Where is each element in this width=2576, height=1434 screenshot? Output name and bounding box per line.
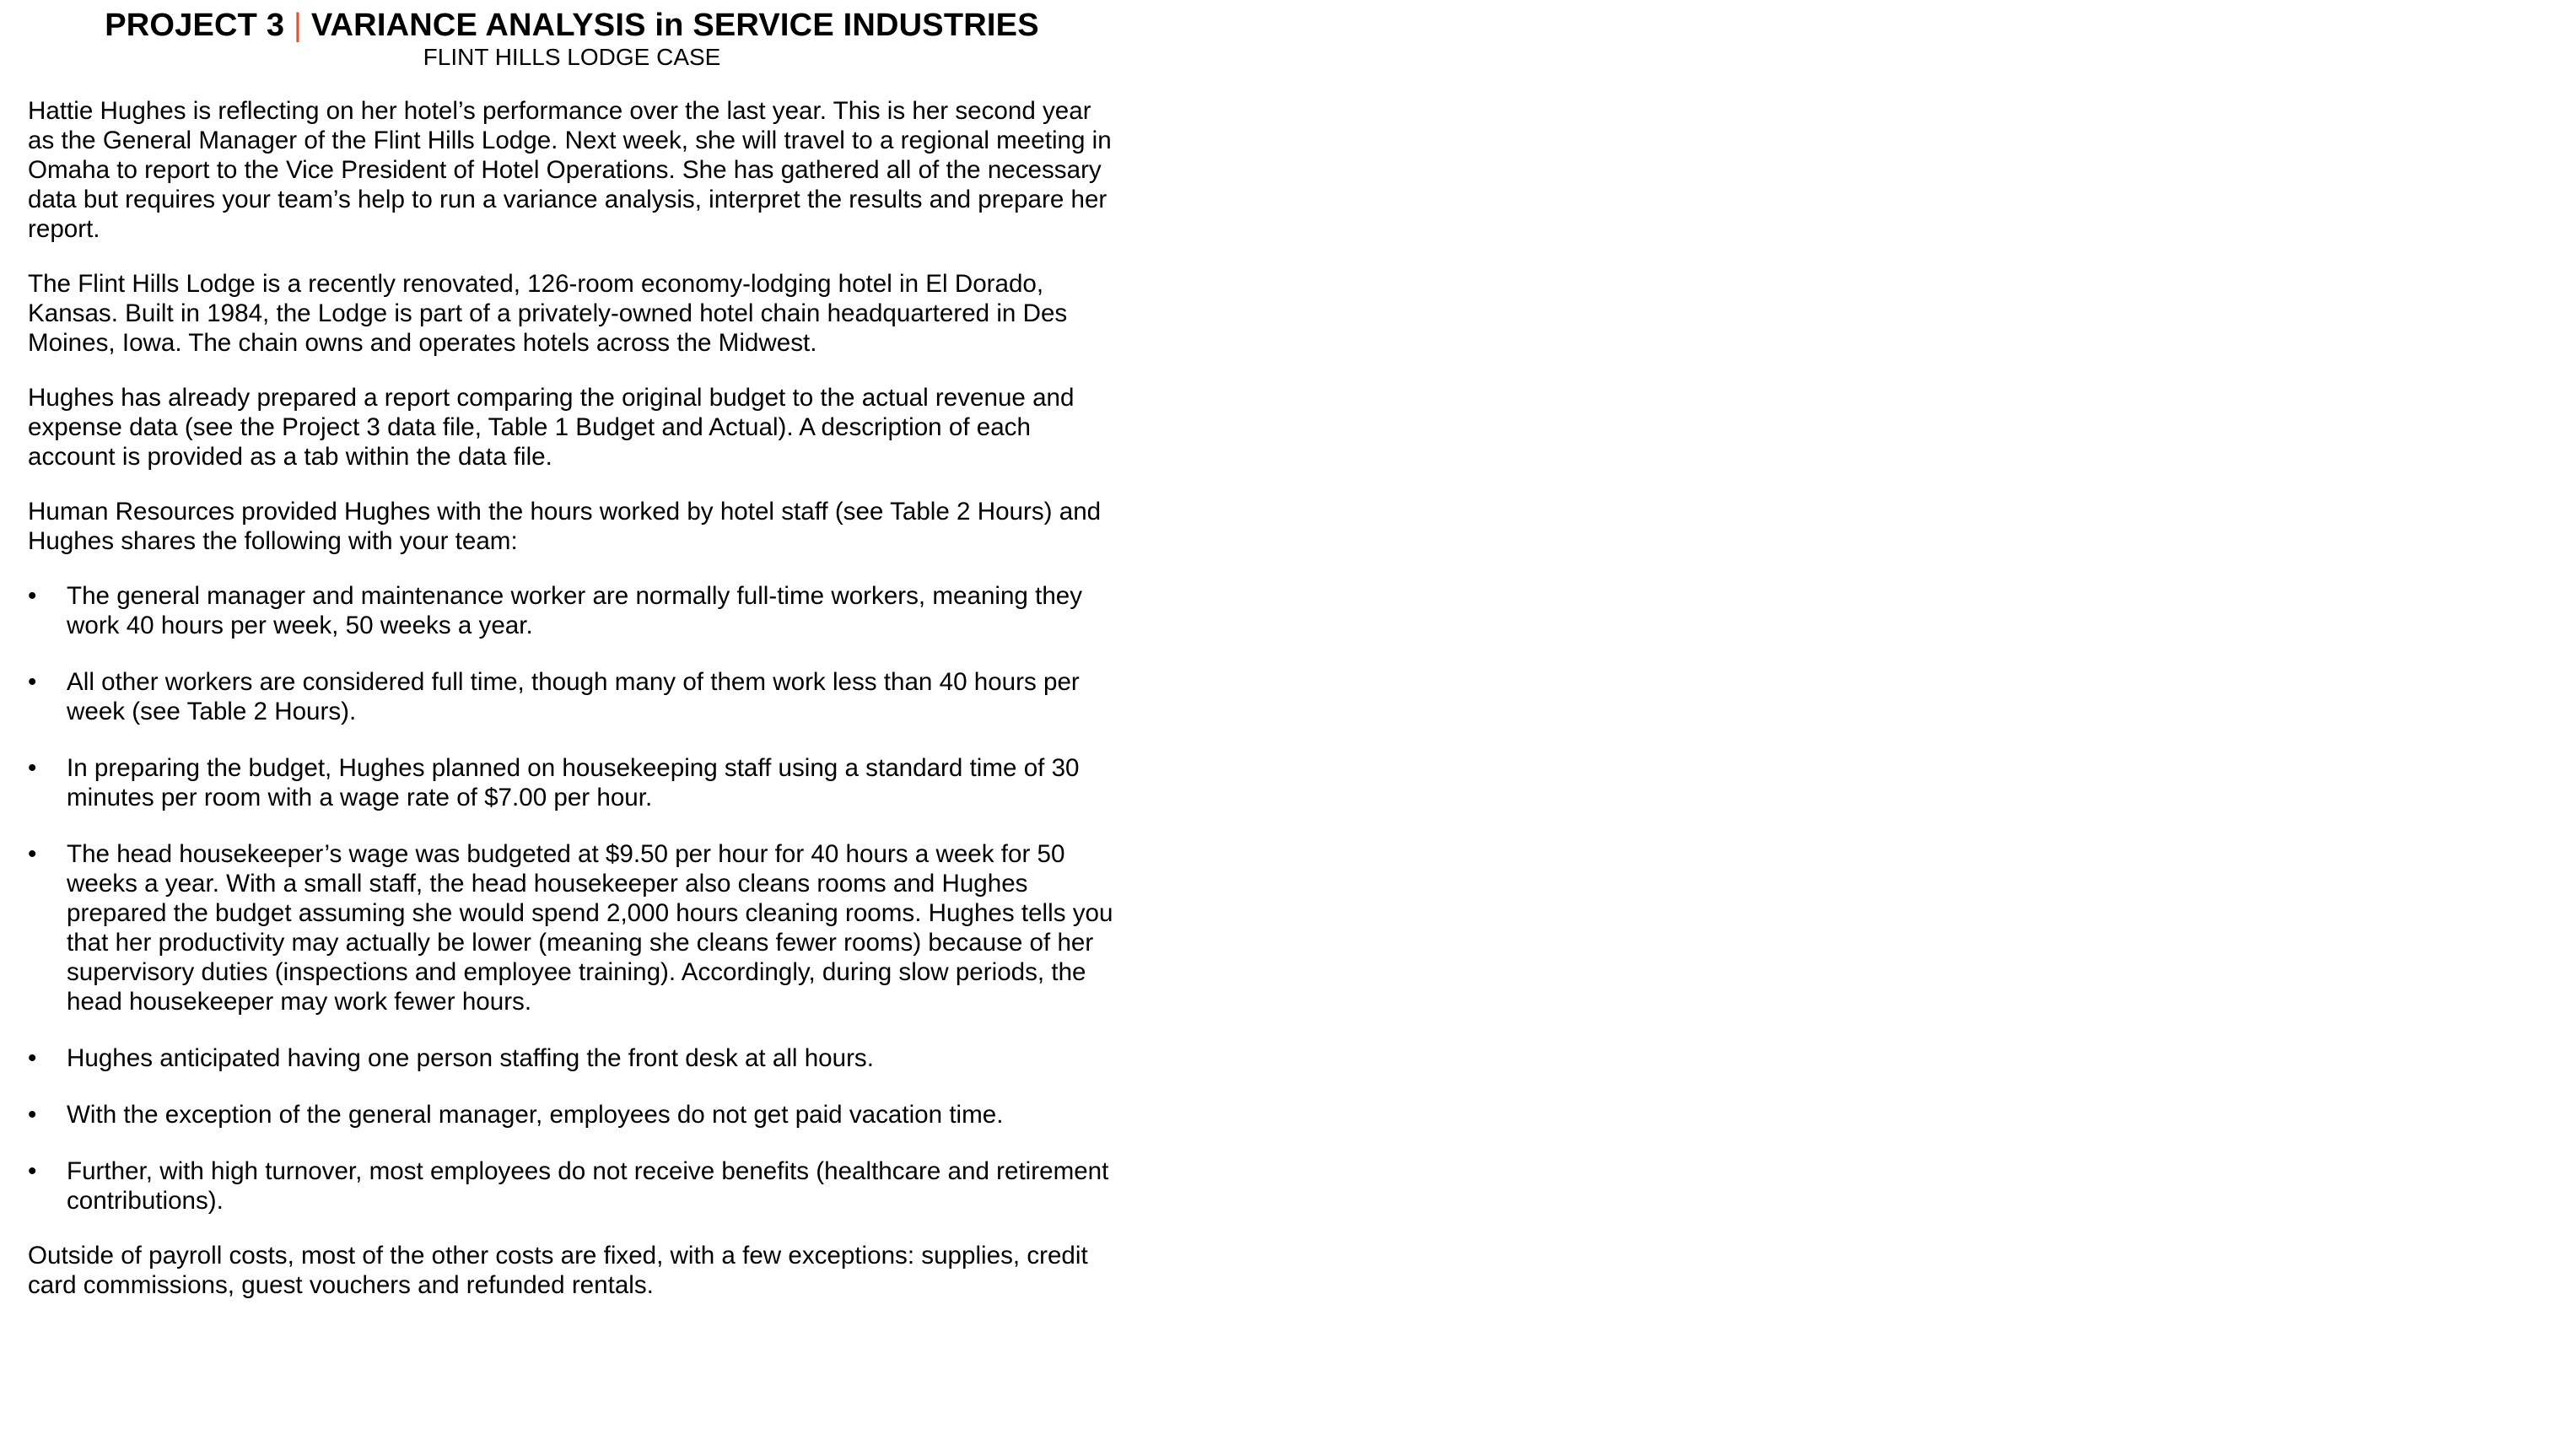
bullet-icon: • [28,1101,37,1129]
title-project-number: PROJECT 3 [105,8,285,43]
list-item-text: The head housekeeper’s wage was budgeted at $9.50 per hour for 40 hours a week for 50 weeks a year. With a small staff, the head housekeeper also cleans rooms and Hughes prepared the budget assuming she would spend 2,000 hours cleaning rooms. Hughes tells you that her productivity may actually be lower (meaning she cleans fewer rooms) because of her supervisory duties (inspections and employee training). Accordingly, during slow periods, the head housekeeper may work fewer hours. [67,840,1113,1016]
paragraph-lodge-description: The Flint Hills Lodge is a recently renovated, 126-room economy-lodging hotel in El Dorado, Kansas. Built in 1984, the Lodge is part of a privately-owned hotel chain headquartered in Des Moines, Iowa. The chain owns and operates hotels across the Midwest. [28,270,1068,357]
document-body [28,96,1124,1325]
bullet-icon: • [28,1157,37,1185]
list-item [28,753,1124,812]
page-title [28,7,1116,44]
bullet-icon: • [28,668,37,696]
list-item [28,667,1124,726]
bullet-icon: • [28,582,37,610]
list-item [28,839,1124,1016]
paragraph-budget-report: Hughes has already prepared a report comparing the original budget to the actual revenue and expense data (see the Project 3 data file, Table 1 Budget and Actual). A description of each account is provided as a tab within the data file. [28,384,1075,471]
paragraph-closing: Outside of payroll costs, most of the other costs are fixed, with a few exceptions: supplies, credit card commissions, guest vouchers and refunded rentals. [28,1242,1088,1299]
paragraph-hr-hours: Human Resources provided Hughes with the hours worked by hotel staff (see Table 2 Hours) and Hughes shares the following with your team: [28,498,1102,555]
list-item [28,1043,1124,1073]
list-item [28,581,1124,640]
list-item [28,1156,1124,1216]
paragraph-intro: Hattie Hughes is reflecting on her hotel’s performance over the last year. This is her second year as the General Manager of the Flint Hills Lodge. Next week, she will travel to a regional meeting in Omaha to report to the Vice President of Hotel Operations. She has gathered all of the necessary data but requires your team’s help to run a variance analysis, interpret the results and prepare her report. [28,97,1112,243]
list-item-text: In preparing the budget, Hughes planned on housekeeping staff using a standard time of 30 minutes per room with a wage rate of $7.00 per hour. [67,754,1080,811]
bullet-icon: • [28,840,37,868]
page-subtitle: FLINT HILLS LODGE CASE [423,44,721,70]
list-item-text: Further, with high turnover, most employees do not receive benefits (healthcare and retirement contributions). [67,1157,1109,1215]
title-separator: | [293,8,303,43]
list-item [28,1100,1124,1129]
bullet-icon: • [28,754,37,782]
list-item-text: Hughes anticipated having one person staffing the front desk at all hours. [67,1044,874,1072]
title-topic: VARIANCE ANALYSIS in SERVICE INDUSTRIES [310,8,1039,43]
list-item-text: The general manager and maintenance worker are normally full-time workers, meaning they work 40 hours per week, 50 weeks a year. [67,582,1083,639]
bullet-icon: • [28,1044,37,1072]
staffing-notes-list [28,581,1124,1216]
list-item-text: All other workers are considered full time, though many of them work less than 40 hours per week (see Table 2 Hours). [67,668,1080,725]
list-item-text: With the exception of the general manager, employees do not get paid vacation time. [67,1101,1004,1129]
